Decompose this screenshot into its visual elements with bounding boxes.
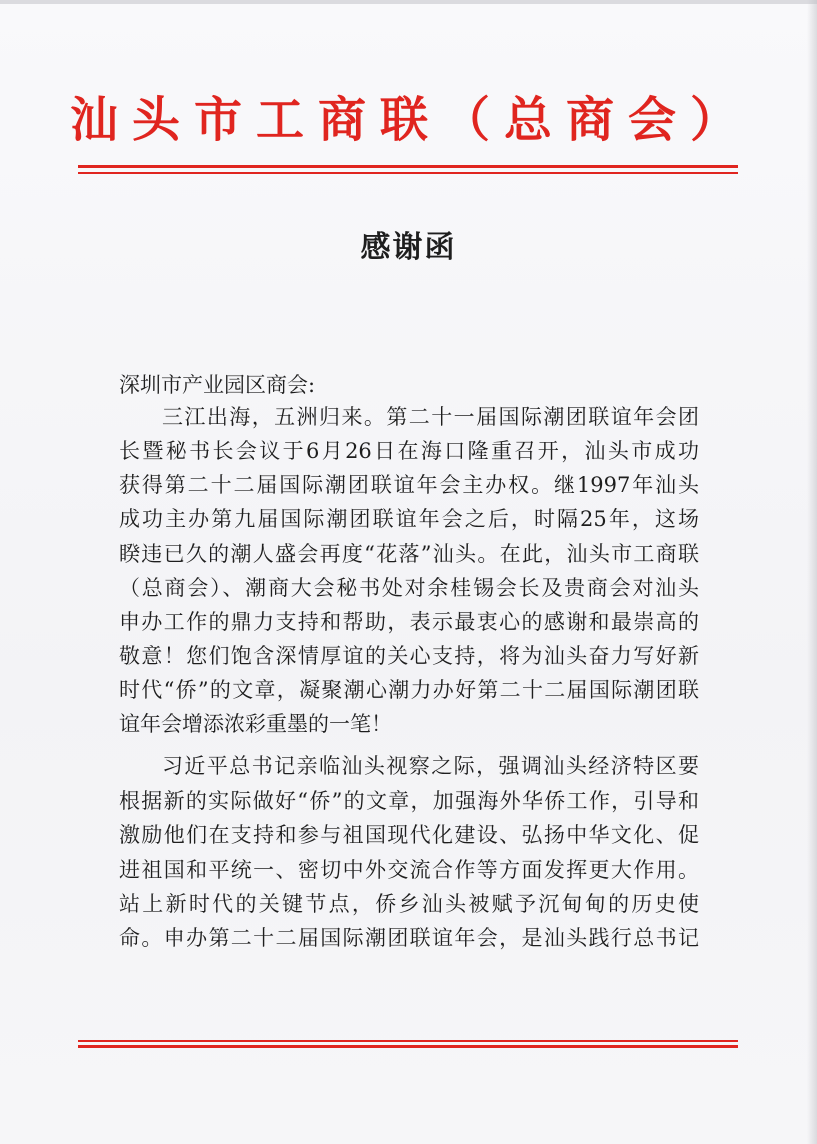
paragraph-line: 申办工作的鼎力支持和帮助，表示最衷心的感谢和最崇高的 [119, 610, 699, 634]
paragraph-line: 获得第二十二届国际潮团联谊年会主办权。继1997年汕头 [119, 473, 699, 497]
paragraph-line: 进祖国和平统一、密切中外交流合作等方面发挥更大作用。 [119, 858, 699, 882]
letter-title: 感谢函 [360, 230, 457, 265]
paragraph-line: 睽违已久的潮人盛会再度“花落”汕头。在此，汕头市工商联 [119, 542, 699, 566]
letterhead-org-name: 汕头市工商联（总商会） [70, 92, 753, 148]
paragraph-line: （总商会）、潮商大会秘书处对余桂锡会长及贵商会对汕头 [119, 576, 699, 600]
letter-salutation: 深圳市产业园区商会: [119, 373, 316, 397]
paragraph-line: 长暨秘书长会议于6月26日在海口隆重召开，汕头市成功 [119, 439, 699, 463]
footer-rule-thick [78, 1045, 738, 1048]
paragraph-line: 敬意！您们饱含深情厚谊的关心支持，将为汕头奋力写好新 [119, 644, 699, 668]
paragraph-line: 激励他们在支持和参与祖国现代化建设、弘扬中华文化、促 [119, 823, 699, 847]
paragraph-line: 三江出海，五洲归来。第二十一届国际潮团联谊年会团 [162, 405, 699, 429]
letterhead-rule-thin [78, 172, 738, 174]
paragraph-line: 成功主办第九届国际潮团联谊年会之后，时隔25年，这场 [119, 507, 699, 531]
paragraph-line: 习近平总书记亲临汕头视察之际，强调汕头经济特区要 [162, 754, 699, 778]
scan-edge-right [807, 0, 817, 1144]
paragraph-line: 谊年会增添浓彩重墨的一笔！ [119, 712, 392, 736]
footer-rule-thin [78, 1040, 738, 1042]
paragraph-line: 站上新时代的关键节点，侨乡汕头被赋予沉甸甸的历史使 [119, 892, 699, 916]
paragraph-line: 时代“侨”的文章，凝聚潮心潮力办好第二十二届国际潮团联 [119, 678, 699, 702]
paragraph-line: 根据新的实际做好“侨”的文章，加强海外华侨工作，引导和 [119, 789, 699, 813]
letterhead-rule-thick [78, 165, 738, 168]
scan-edge-top [0, 0, 817, 4]
paragraph-line: 命。申办第二十二届国际潮团联谊年会，是汕头践行总书记 [119, 926, 699, 950]
